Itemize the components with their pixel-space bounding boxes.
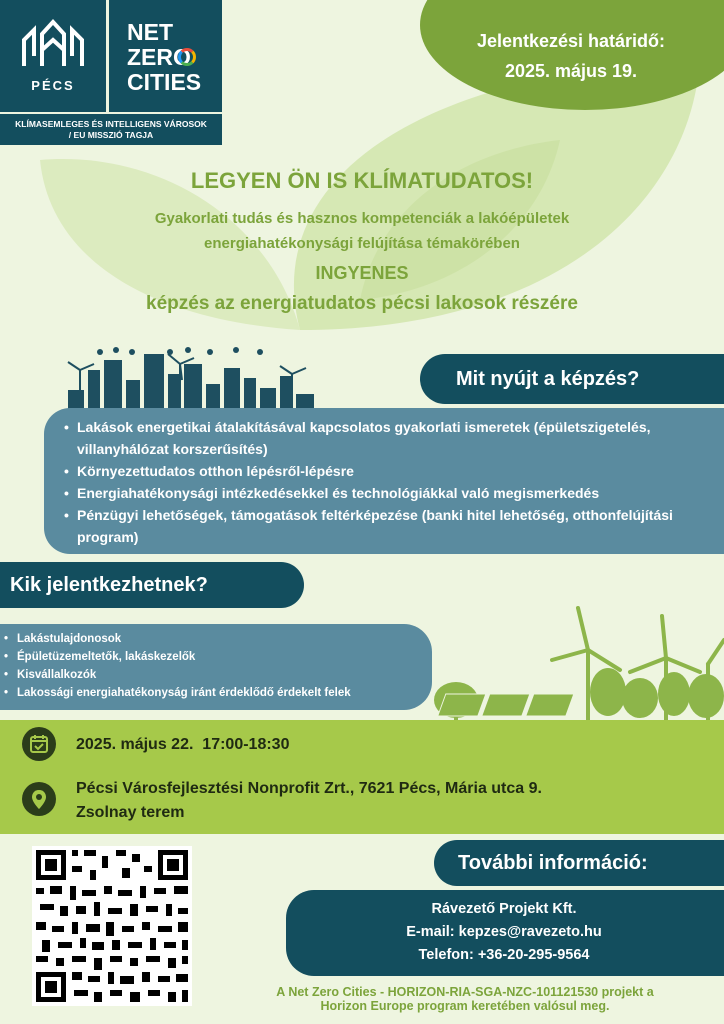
intro-line2: energiahatékonysági felújítása témakörében xyxy=(204,235,520,252)
logo-line-cities: CITIES xyxy=(127,69,202,95)
who-heading-text: Kik jelentkezhetnek? xyxy=(10,574,208,596)
city-skyline-icon xyxy=(60,340,320,418)
contact-box xyxy=(286,890,724,976)
page-title: LEGYEN ÖN IS KLÍMATUDATOS! xyxy=(190,168,534,193)
offer-list xyxy=(64,416,724,548)
footer-line2: Horizon Europe program keretében valósul meg. xyxy=(320,999,610,1013)
intro-line1: Gyakorlati tudás és hasznos kompetenciák a lakóépületek xyxy=(154,210,570,227)
footer-note xyxy=(215,985,715,1013)
logo-tagline-line2: / EU MISSZIÓ TAGJA xyxy=(68,130,154,140)
who-item: • Épületüzemeltetők, lakáskezelők xyxy=(4,648,422,666)
calendar-icon xyxy=(22,727,56,761)
offer-item: • Pénzügyi lehetőségek, támogatások feltérképezése (banki hitel lehetőség, otthonfelújítási program) xyxy=(64,504,724,548)
wind-solar-illustration xyxy=(428,600,724,720)
logo-divider xyxy=(106,0,109,112)
who-item: • Lakástulajdonosok xyxy=(4,630,422,648)
pecs-logo-icon xyxy=(0,0,106,112)
zero-ring-icon xyxy=(178,48,196,66)
deadline-label: Jelentkezési határidő: xyxy=(476,31,666,51)
contact-heading xyxy=(434,840,724,886)
location-pin-icon xyxy=(22,782,56,816)
contact-heading-text: További információ: xyxy=(458,852,648,874)
offer-heading-text: Mit nyújt a képzés? xyxy=(456,368,640,390)
event-location-line1: Pécsi Városfejlesztési Nonprofit Zrt., 7621 Pécs, Mária utca 9. xyxy=(76,780,542,797)
deadline-date: 2025. május 19. xyxy=(504,61,638,81)
who-list xyxy=(4,630,422,702)
deadline-text xyxy=(432,26,710,86)
who-heading xyxy=(0,562,304,608)
footer-line1: A Net Zero Cities - HORIZON-RIA-SGA-NZC-101121530 projekt a xyxy=(276,985,654,999)
offer-list-box xyxy=(44,408,724,554)
qr-code-icon xyxy=(32,846,192,1006)
logo-city: PÉCS xyxy=(31,78,75,93)
contact-company: Rávezető Projekt Kft. xyxy=(431,901,577,917)
offer-heading xyxy=(420,354,724,404)
contact-phone[interactable]: Telefon: +36-20-295-9564 xyxy=(418,947,590,963)
logo-line-net: NET xyxy=(127,19,173,45)
event-datetime: 2025. május 22. 17:00-18:30 xyxy=(76,736,290,753)
logo-line-zero: ZERO xyxy=(127,44,191,70)
who-item: • Kisvállalkozók xyxy=(4,666,422,684)
location-icon-wrap xyxy=(22,782,56,816)
offer-item: • Energiahatékonysági intézkedésekkel és technológiákkal való megismerkedés xyxy=(64,482,724,504)
calendar-icon-wrap xyxy=(22,727,56,761)
intro-line3: képzés az energiatudatos pécsi lakosok részére xyxy=(146,293,578,314)
offer-item: • Környezettudatos otthon lépésről-lépésre xyxy=(64,460,724,482)
event-location-line2: Zsolnay terem xyxy=(76,804,185,821)
who-item: • Lakossági energiahatékonyság iránt érdeklődő érdekelt felek xyxy=(4,684,422,702)
contact-email[interactable]: E-mail: kepzes@ravezeto.hu xyxy=(406,924,602,940)
offer-item: • Lakások energetikai átalakításával kapcsolatos gyakorlati ismeretek (épületszigetelés, villanyhálózat korszerűsítés) xyxy=(64,416,724,460)
logo-tagline-line1: KLÍMASEMLEGES ÉS INTELLIGENS VÁROSOK xyxy=(15,119,207,129)
logo-tagline xyxy=(0,114,222,145)
free-label: INGYENES xyxy=(315,263,409,283)
who-list-box xyxy=(0,624,432,710)
